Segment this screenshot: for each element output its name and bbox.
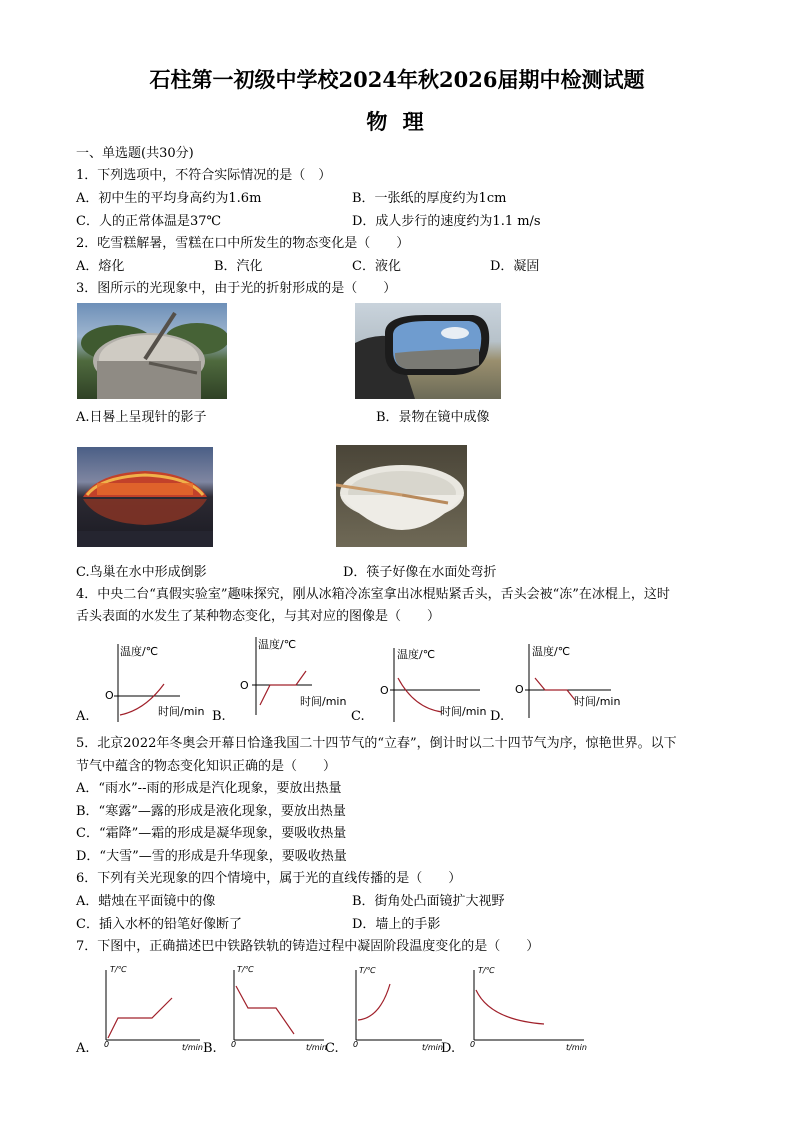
q2-option-b: B．汽化 <box>214 259 263 274</box>
q4d-ylabel: 温度/℃ <box>532 645 571 658</box>
car-mirror-photo <box>355 303 501 399</box>
q7d-ylabel: T/℃ <box>478 966 495 975</box>
q5-option-d: D．“大雪”—雪的形成是升华现象，要吸收热量 <box>76 849 347 864</box>
q4-option-d: D. <box>490 709 505 724</box>
q2-option-d: D．凝固 <box>490 259 540 274</box>
q5-option-a: A．“雨水”--雨的形成是汽化现象，要放出热量 <box>76 781 342 796</box>
birds-nest-photo <box>77 447 213 547</box>
q7-option-c: C. <box>325 1041 339 1056</box>
q4a-xlabel: 时间/min <box>158 705 205 718</box>
q4b-xlabel: 时间/min <box>300 695 347 708</box>
q1-option-a: A．初中生的平均身高约为1.6m <box>76 191 262 206</box>
q6-option-a: A．蜡烛在平面镜中的像 <box>76 894 216 909</box>
q2-stem: 2．吃雪糕解暑，雪糕在口中所发生的物态变化是（ ） <box>76 236 410 251</box>
q7-stem: 7．下图中，正确描述巴中铁路铁轨的铸造过程中凝固阶段温度变化的是（ ） <box>76 939 540 954</box>
sundial-photo <box>77 303 227 399</box>
section-heading: 一、单选题(共30分) <box>76 146 194 161</box>
q7b-origin: 0 <box>231 1040 237 1049</box>
chopstick-bowl-photo <box>336 445 467 547</box>
q7a-origin: 0 <box>104 1040 110 1049</box>
q7-option-a: A. <box>76 1041 90 1056</box>
q7a-ylabel: T/℃ <box>110 965 127 974</box>
q5-option-c: C．“霜降”—霜的形成是凝华现象，要吸收热量 <box>76 826 347 841</box>
q4b-origin: O <box>240 679 249 692</box>
q1-stem: 1．下列选项中，不符合实际情况的是（ ） <box>76 168 332 183</box>
q4-stem-line1: 4．中央二台“真假实验室”趣味探究，刚从冰箱冷冻室拿出冰棍贴紧舌头，舌头会被“冻”在冰棍上，这时 <box>76 587 670 602</box>
q6-stem: 6．下列有关光现象的四个情境中，属于光的直线传播的是（ ） <box>76 871 462 886</box>
exam-title: 石柱第一初级中学校2024年秋2026届期中检测试题 <box>149 67 645 92</box>
q3-option-a: A.日晷上呈现针的影子 <box>76 410 207 425</box>
q7-graph-b <box>228 964 338 1044</box>
q7c-origin: 0 <box>353 1040 359 1049</box>
q4d-xlabel: 时间/min <box>574 695 621 708</box>
q7d-origin: 0 <box>470 1040 476 1049</box>
q7-graph-c <box>350 964 450 1044</box>
q6-option-d: D．墙上的手影 <box>352 917 441 932</box>
q5-stem-line1: 5．北京2022年冬奥会开幕日恰逢我国二十四节气的“立春”，倒计时以二十四节气为序，惊艳世界。以下 <box>76 736 677 751</box>
q7b-ylabel: T/℃ <box>237 965 254 974</box>
q6-option-c: C．插入水杯的铅笔好像断了 <box>76 917 242 932</box>
q1-option-b: B．一张纸的厚度约为1cm <box>352 191 507 206</box>
q4c-ylabel: 温度/℃ <box>397 648 436 661</box>
q3-option-b: B．景物在镜中成像 <box>376 410 490 425</box>
q4c-origin: O <box>380 684 389 697</box>
q7-option-d: D. <box>441 1041 456 1056</box>
q5-stem-line2: 节气中蕴含的物态变化知识正确的是（ ） <box>76 759 337 774</box>
q4-stem-line2: 舌头表面的水发生了某种物态变化，与其对应的图像是（ ） <box>76 609 441 624</box>
q7d-xlabel: t/min <box>566 1043 587 1052</box>
q7-graph-a <box>100 964 210 1044</box>
q2-option-a: A．熔化 <box>76 259 125 274</box>
q3-option-d: D．筷子好像在水面处弯折 <box>343 565 497 580</box>
q3-option-c: C.鸟巢在水中形成倒影 <box>76 565 207 580</box>
q7-option-b: B. <box>203 1041 217 1056</box>
q5-option-b: B．“寒露”—露的形成是液化现象，要放出热量 <box>76 804 346 819</box>
q4a-origin: O <box>105 689 114 702</box>
q6-option-b: B．街角处凸面镜扩大视野 <box>352 894 505 909</box>
q2-option-c: C．液化 <box>352 259 401 274</box>
q4a-ylabel: 温度/℃ <box>120 645 159 658</box>
q7-graph-d <box>468 964 588 1044</box>
q7b-xlabel: t/min <box>306 1043 327 1052</box>
q7c-ylabel: T/℃ <box>359 966 376 975</box>
q3-stem: 3．图所示的光现象中，由于光的折射形成的是（ ） <box>76 281 397 296</box>
q4-option-b: B. <box>212 709 226 724</box>
q4d-origin: O <box>515 683 524 696</box>
q4-option-c: C. <box>351 709 365 724</box>
q7a-xlabel: t/min <box>182 1043 203 1052</box>
q7c-xlabel: t/min <box>422 1043 443 1052</box>
q4c-xlabel: 时间/min <box>440 705 487 718</box>
q1-option-d: D．成人步行的速度约为1.1 m/s <box>352 214 541 229</box>
q4-option-a: A. <box>76 709 90 724</box>
subject-title: 物 理 <box>366 109 428 134</box>
q1-option-c: C．人的正常体温是37℃ <box>76 214 222 229</box>
q4b-ylabel: 温度/℃ <box>258 638 297 651</box>
